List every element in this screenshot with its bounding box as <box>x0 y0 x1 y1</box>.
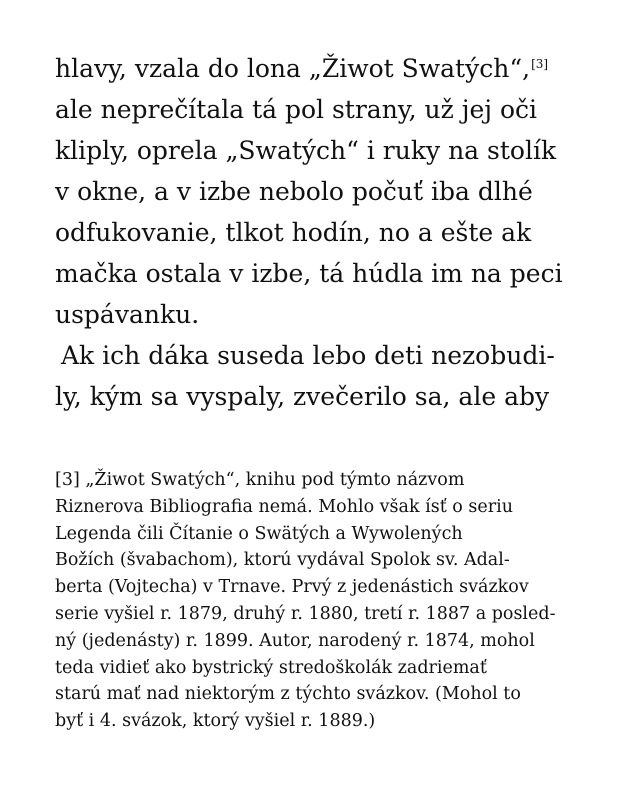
footnote-line: starú mať nad niektorým z týchto svázkov. (Mohol to <box>55 684 521 705</box>
footnote-line: Riznerova Bibliografia nemá. Mohlo však ísť o seriu <box>55 496 513 517</box>
footnote-line: serie vyšiel r. 1879, druhý r. 1880, tretí r. 1887 a posled- <box>55 603 556 624</box>
body-line <box>55 48 615 89</box>
footnote <box>55 467 615 735</box>
body-line: mačka ostala v izbe, tá húdla im na peci <box>55 259 563 288</box>
body-line: uspávanku. <box>55 300 200 329</box>
body-line: ale neprečítala tá pol strany, už jej oči <box>55 95 538 124</box>
footnote-line: Legenda čili Čítanie o Swätých a Wywolených <box>55 523 463 544</box>
body-line: v okne, a v izbe nebolo počuť iba dlhé <box>55 177 533 206</box>
footnote-line: berta (Vojtecha) v Trnave. Prvý z jedenástich svázkov <box>55 577 529 598</box>
body-line: odfukovanie, tlkot hodín, no a ešte ak <box>55 218 532 247</box>
footnote-line: [3] „Žiwot Swatých“, knihu pod týmto názvom <box>55 470 465 490</box>
footnote-reference[interactable]: [3] <box>531 56 549 71</box>
footnote-line: ný (jedenásty) r. 1899. Autor, narodený r. 1874, mohol <box>55 630 535 651</box>
body-line-text: hlavy, vzala do lona „Žiwot Swatých“, <box>55 54 531 83</box>
body-line: ly, kým sa vyspaly, zvečerilo sa, ale aby <box>55 382 550 411</box>
body-text <box>55 48 615 417</box>
footnote-line: byť i 4. svázok, ktorý vyšiel r. 1889.) <box>55 711 376 732</box>
body-line: kliply, oprela „Swatých“ i ruky na stolík <box>55 136 557 165</box>
footnote-line: Božích (švabachom), ktorú vydával Spolok sv. Adal- <box>55 550 510 571</box>
body-line: Ak ich dáka suseda lebo deti nezobudi- <box>61 341 555 370</box>
footnote-line: teda vidieť ako bystrický stredoškolák zadriemať <box>55 657 487 678</box>
